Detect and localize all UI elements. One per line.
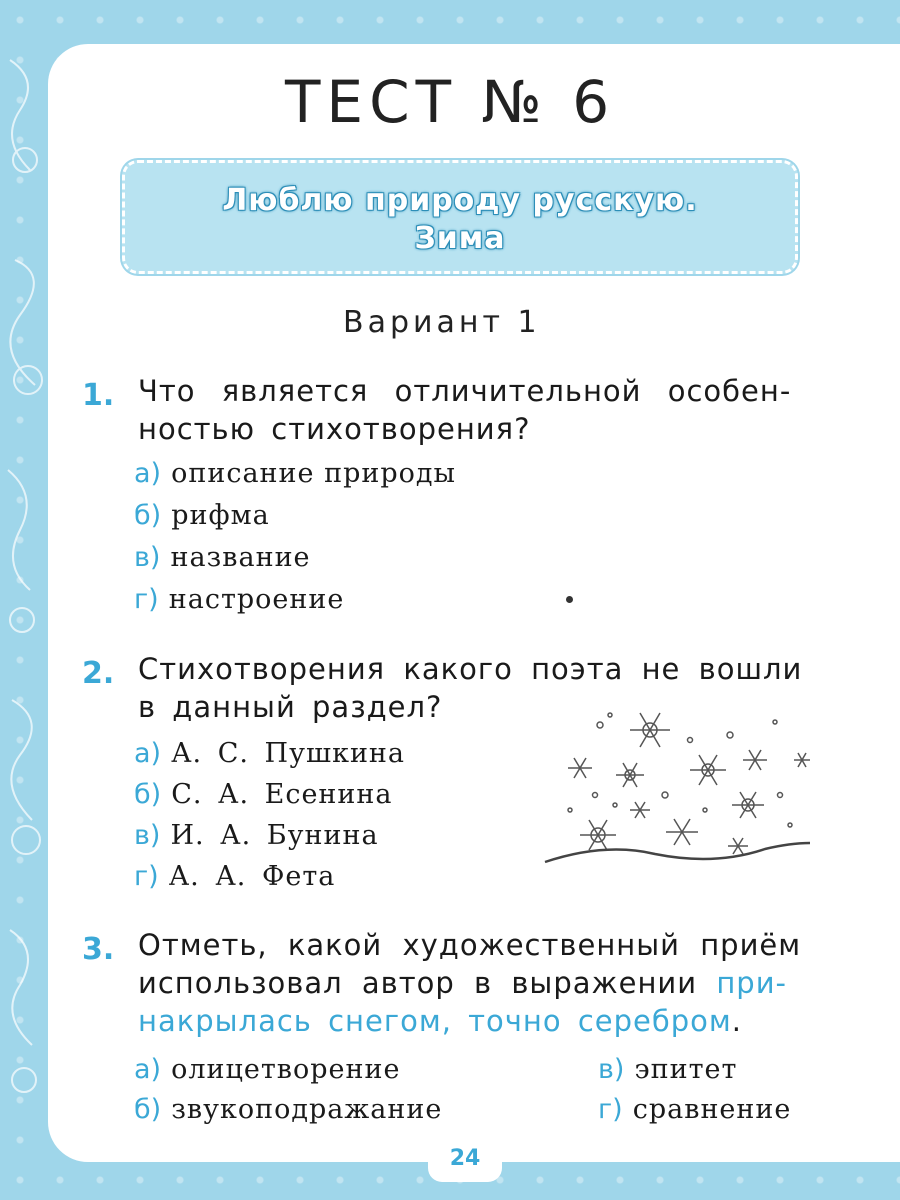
- option-letter: в): [134, 542, 161, 573]
- option-letter: г): [134, 584, 159, 615]
- answer-option[interactable]: [134, 500, 270, 531]
- option-text: описание природы: [171, 458, 457, 489]
- answer-option[interactable]: [134, 1054, 400, 1085]
- option-text: рифма: [171, 500, 270, 531]
- page-number: 24: [449, 1146, 481, 1171]
- answer-option[interactable]: [134, 1094, 442, 1125]
- snowflakes-illustration: [540, 700, 810, 870]
- option-letter: б): [134, 779, 162, 810]
- highlighted-phrase: при-: [716, 966, 788, 1000]
- option-text: А. С. Пушкина: [171, 738, 406, 769]
- option-letter: а): [134, 1054, 162, 1085]
- question-line: в данный раздел?: [138, 690, 443, 724]
- answer-option[interactable]: [134, 542, 311, 573]
- answer-option[interactable]: [134, 779, 393, 810]
- question-line: Что является отличительной особен-: [138, 374, 792, 408]
- banner-line-1: Люблю природу русскую.: [222, 183, 698, 218]
- variant-label: Вариант 1: [343, 305, 541, 340]
- highlighted-phrase: накрылась снегом, точно серебром: [138, 1004, 732, 1038]
- question-line-end: .: [731, 1004, 743, 1038]
- question-line: ностью стихотворения?: [138, 412, 531, 446]
- answer-option[interactable]: [598, 1094, 791, 1125]
- question-line: Отметь, какой художественный приём: [138, 928, 802, 962]
- test-title: ТЕСТ № 6: [285, 68, 616, 136]
- question-line: Стихотворения какого поэта не вошли: [138, 652, 803, 686]
- question-text: [138, 926, 850, 1040]
- question-number: 1.: [82, 378, 115, 413]
- option-text: сравнение: [632, 1094, 792, 1125]
- option-letter: в): [134, 820, 161, 851]
- option-letter: г): [598, 1094, 623, 1125]
- option-letter: г): [134, 861, 159, 892]
- option-text: олицетворение: [171, 1054, 401, 1085]
- option-text: эпитет: [634, 1054, 738, 1085]
- option-text: С. А. Есенина: [171, 779, 393, 810]
- answer-option[interactable]: [134, 861, 335, 892]
- option-text: А. А. Фета: [168, 861, 336, 892]
- option-text: название: [170, 542, 311, 573]
- question-line: использовал автор в выражении: [138, 966, 717, 1000]
- question-number: 3.: [82, 932, 115, 967]
- answer-option[interactable]: [598, 1054, 737, 1085]
- answer-option[interactable]: [134, 458, 456, 489]
- option-letter: б): [134, 1094, 162, 1125]
- option-text: звукоподражание: [171, 1094, 443, 1125]
- answer-option[interactable]: [134, 584, 344, 615]
- question-text: [138, 372, 838, 448]
- option-letter: в): [598, 1054, 625, 1085]
- option-letter: а): [134, 458, 162, 489]
- answer-option[interactable]: [134, 820, 379, 851]
- option-letter: а): [134, 738, 162, 769]
- stray-dot: [566, 596, 573, 603]
- banner-line-2: Зима: [414, 221, 506, 256]
- answer-option[interactable]: [134, 738, 405, 769]
- option-letter: б): [134, 500, 162, 531]
- question-number: 2.: [82, 656, 115, 691]
- option-text: настроение: [168, 584, 345, 615]
- option-text: И. А. Бунина: [170, 820, 379, 851]
- section-banner: [122, 160, 798, 274]
